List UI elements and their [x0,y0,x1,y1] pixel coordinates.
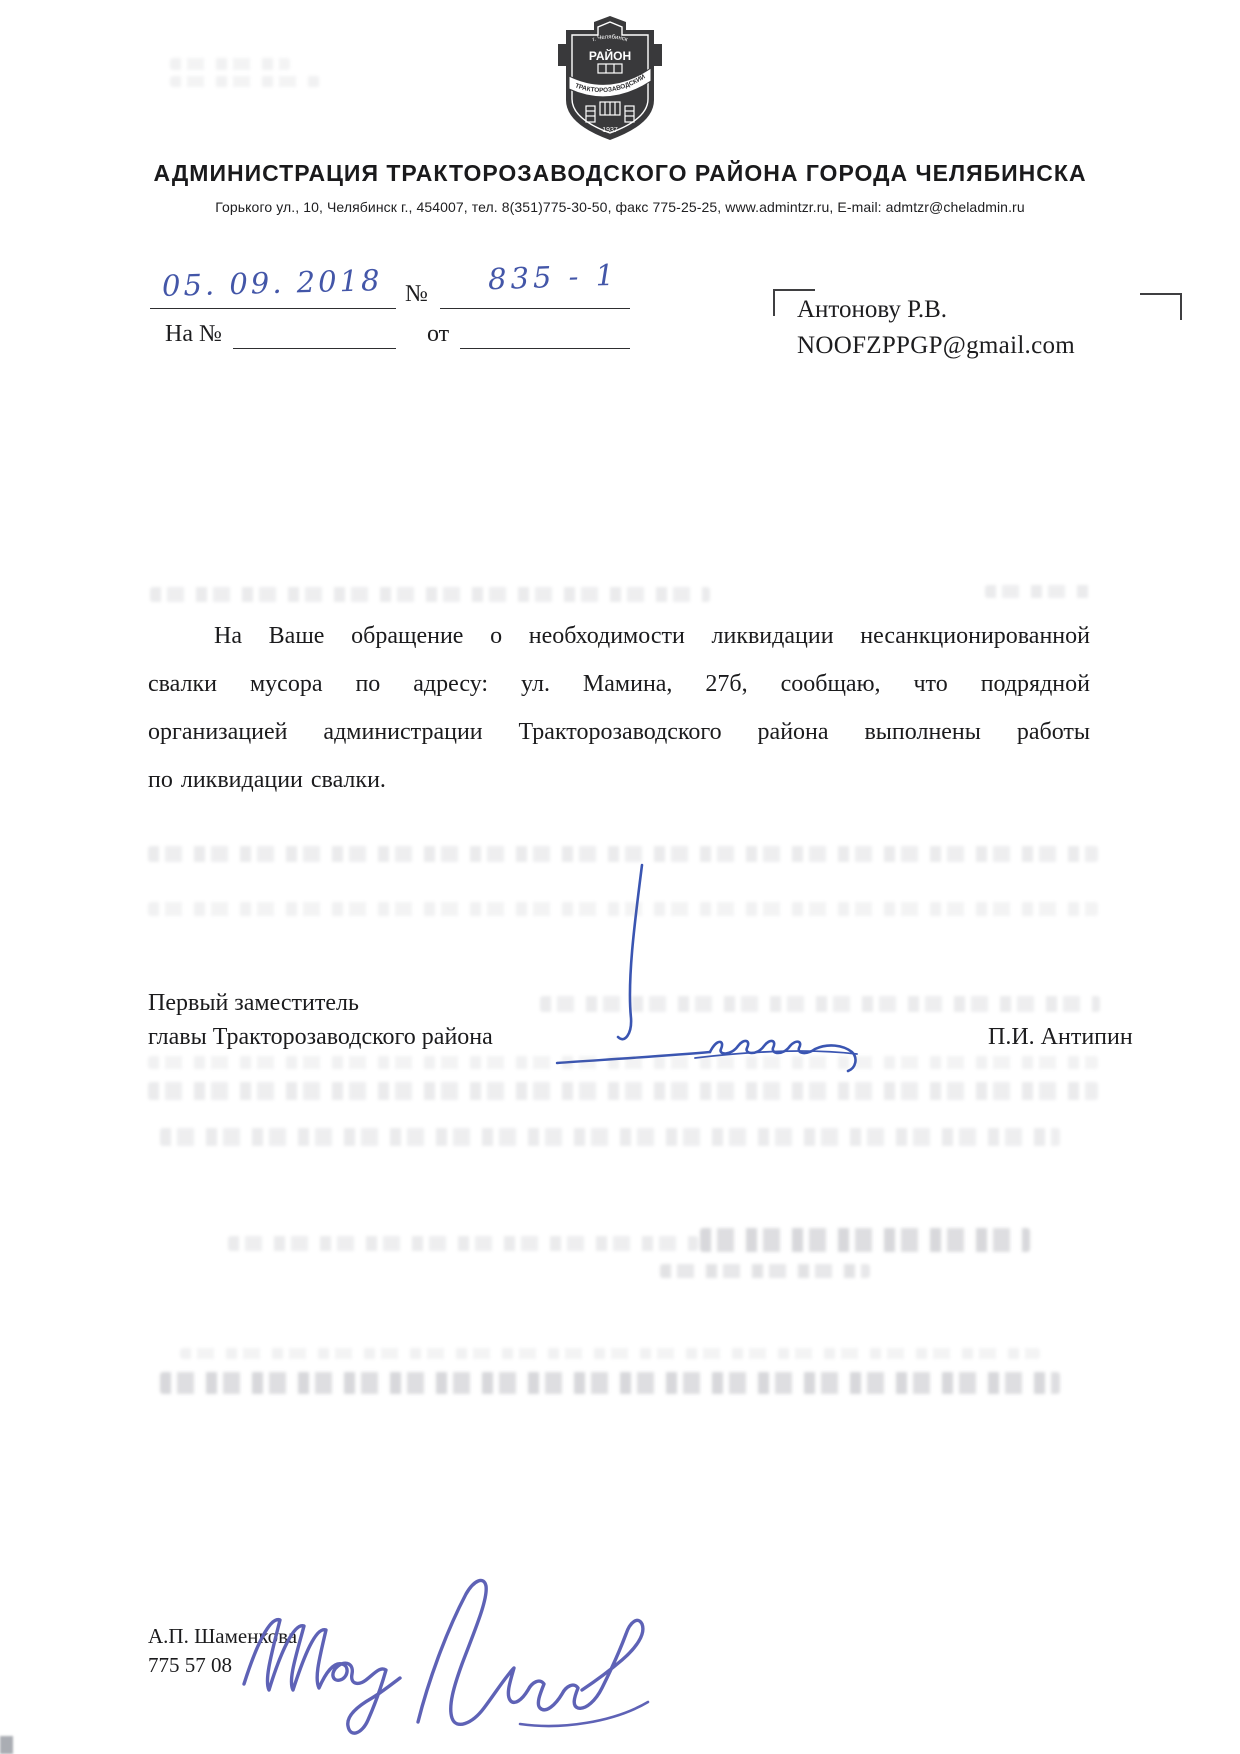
reply-to-label: На № [165,321,222,347]
antipin-pen-signature [545,850,885,1085]
signer-position-line2: главы Тракторозаводского района [148,1024,493,1050]
bleed-through-text [170,76,320,87]
shamenkova-pen-signature [222,1572,662,1750]
emblem-ribbon-text: ТРАКТОРОЗАВОДСКИЙ [574,73,647,95]
number-label: № [405,281,428,307]
emblem-raion-text: РАЙОН [588,49,632,63]
bleed-through-text [148,846,1098,862]
emblem-city-text: г. Челябинск [591,34,629,44]
bleed-through-text [148,1056,1098,1069]
organization-contact-line: Горького ул., 10, Челябинск г., 454007, тел. 8(351)775-30-50, факс 775-25-25, www.admintzr.ru, E-mail: admtzr@cheladmin.ru [215,199,1025,215]
address-corner-mark-right [1140,293,1182,320]
organization-title: АДМИНИСТРАЦИЯ ТРАКТОРОЗАВОДСКОГО РАЙОНА ГОРОДА ЧЕЛЯБИНСКА [153,160,1087,186]
body-text-line: организацией администрации Тракторозаводского района выполнены работы [148,719,1090,745]
bleed-through-text [660,1264,870,1278]
reply-from-label: от [427,321,450,347]
signer-position-line1: Первый заместитель [148,990,359,1016]
executor-name: А.П. Шаменкова [148,1624,298,1648]
emblem-year-text: 1937 [602,127,618,134]
date-underline [150,308,396,309]
recipient-name: Антонову Р.В. [797,296,948,323]
handwritten-date: 05. 09. 2018 [161,263,383,303]
signer-name: П.И. Антипин [988,1024,1133,1050]
bleed-through-text [160,1128,1060,1146]
bleed-through-text [160,1372,1060,1394]
district-coat-of-arms [556,14,666,142]
reply-date-underline [460,348,630,349]
handwritten-outgoing-number: 835 - 1 [487,257,619,297]
bleed-through-text [180,1348,1040,1359]
bleed-through-text [228,1236,698,1251]
bleed-through-text [148,902,1098,916]
number-underline [440,308,630,309]
bleed-through-text [700,1228,1030,1252]
executor-phone: 775 57 08 [148,1653,232,1677]
body-text-line: свалки мусора по адресу: ул. Мамина, 27б, сообщаю, что подрядной [148,671,1090,697]
bleed-through-text [985,585,1090,598]
bleed-through-text [148,1082,1098,1100]
reply-number-underline [233,348,396,349]
body-text-line: по ликвидации свалки. [148,767,386,793]
body-text-line: На Ваше обращение о необходимости ликвидации несанкционированной [214,623,1090,649]
scan-edge-smudge [0,1736,13,1754]
bleed-through-text [170,58,290,70]
bleed-through-text [150,587,710,602]
recipient-email: NOOFZPPGP@gmail.com [797,332,1076,359]
bleed-through-text [540,996,1100,1012]
